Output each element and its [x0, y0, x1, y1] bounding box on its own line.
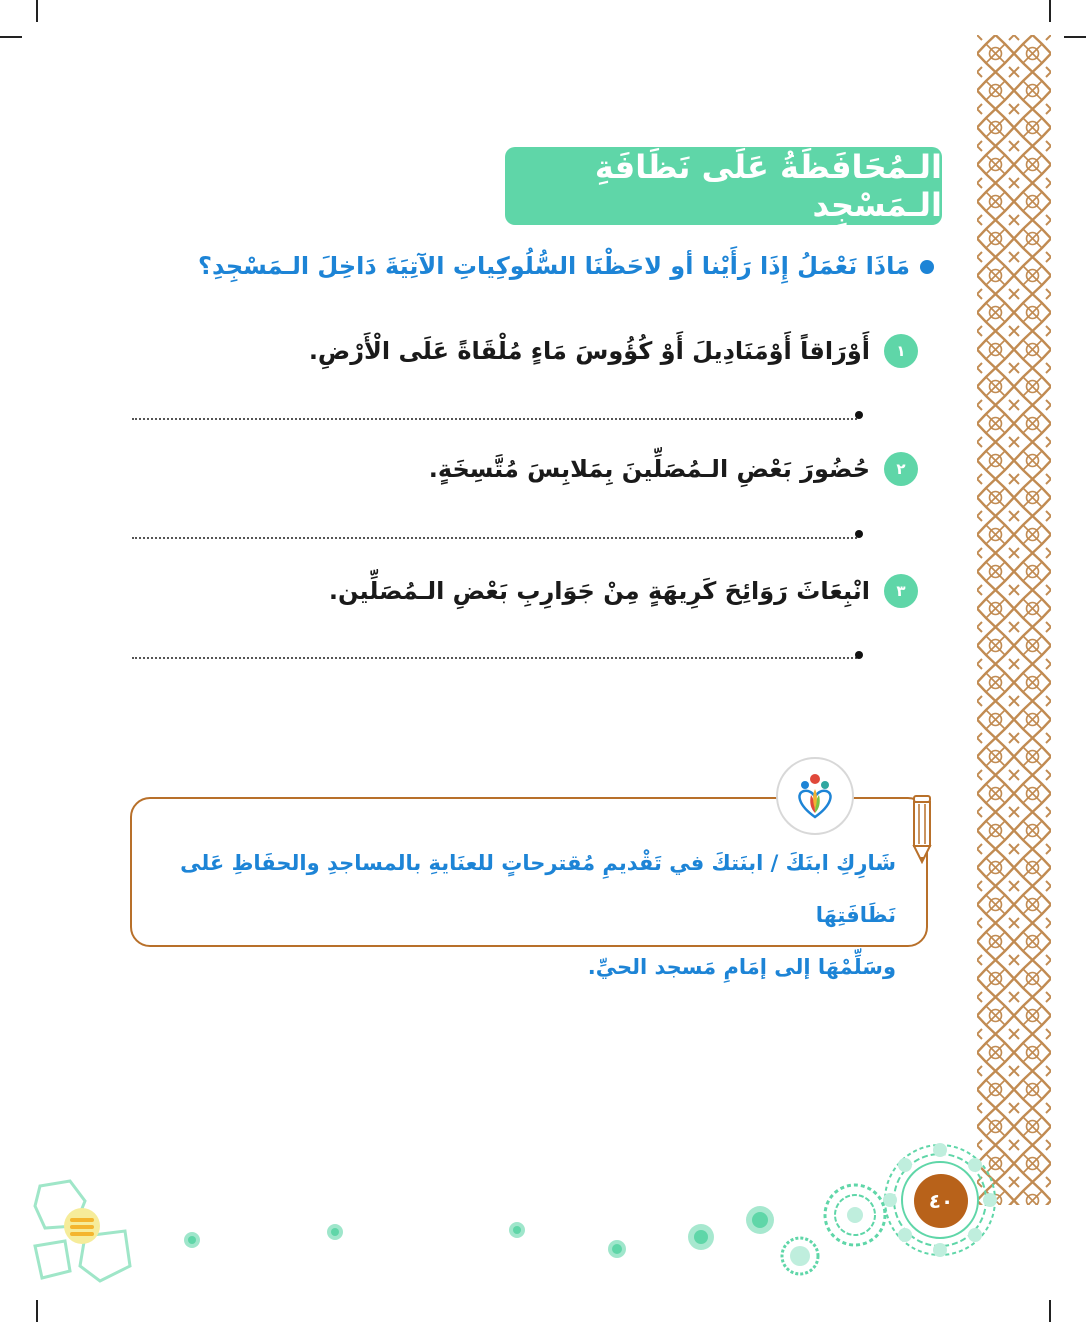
behavior-item-3: [329, 574, 918, 608]
page-number-badge: [914, 1174, 968, 1228]
decorative-border-pattern: [977, 35, 1051, 1205]
answer-line-3[interactable]: [132, 657, 857, 659]
page-number: ٤٠: [928, 1189, 954, 1213]
flower-ornament: [686, 1222, 716, 1252]
flower-ornament: [607, 1239, 627, 1259]
pencil-icon: [909, 794, 935, 864]
family-icon: [776, 757, 854, 835]
lesson-title-banner: [505, 147, 942, 225]
flower-ornament: [744, 1204, 776, 1236]
parent-activity-text: [156, 837, 896, 993]
geometric-ornament: [30, 1176, 135, 1286]
bullet-icon: [920, 260, 934, 274]
answer-dot-icon: [855, 530, 863, 538]
behavior-item-2: [429, 452, 918, 486]
flower-ornament: [183, 1231, 201, 1249]
main-question: [198, 252, 934, 280]
answer-line-2[interactable]: [132, 537, 857, 539]
behavior-item-1: [309, 334, 918, 368]
item-number-badge: ١: [884, 334, 918, 368]
flower-ornament: [508, 1221, 526, 1239]
note-line-1: شَارِكِ ابنَكَ / ابنَتكَ في تَقْديمِ مُقترحاتٍ للعنَايةِ بالمساجدِ والحفَاظِ عَلى نَظَافَتِهَا: [180, 851, 896, 927]
question-text: مَاذَا نَعْمَلُ إِذَا رَأَيْنا أو لاحَظْنَا السُّلُوكِياتِ الآتِيَةَ دَاخِلَ الـمَسْجِدِ؟: [198, 252, 910, 280]
behavior-text: أَوْرَاقاً أَوْمَنَادِيلَ أَوْ كُؤُوسَ مَاءٍ مُلْقَاةً عَلَى الْأَرْضِ.: [308, 337, 870, 365]
item-number-badge: ٣: [884, 574, 918, 608]
answer-dot-icon: [855, 651, 863, 659]
lesson-title: الـمُحَافَظَةُ عَلَى نَظَافَةِ الـمَسْجِد: [594, 148, 942, 224]
note-line-2: وسَلِّمْهَا إلى إمَامِ مَسجد الحيِّ.: [587, 955, 896, 979]
answer-dot-icon: [855, 411, 863, 419]
flower-ornament: [822, 1182, 888, 1248]
item-number-badge: ٢: [884, 452, 918, 486]
flower-ornament: [326, 1223, 344, 1241]
behavior-text: انْبِعَاثَ رَوَائِحَ كَرِيهَةٍ مِنْ جَوَارِبِ بَعْضِ الـمُصَلِّين.: [328, 577, 870, 605]
answer-line-1[interactable]: [132, 418, 857, 420]
flower-ornament: [780, 1236, 820, 1276]
behavior-text: حُضُورَ بَعْضِ الـمُصَلِّينَ بِمَلابِسَ مُتَّسِخَةٍ.: [428, 455, 870, 483]
